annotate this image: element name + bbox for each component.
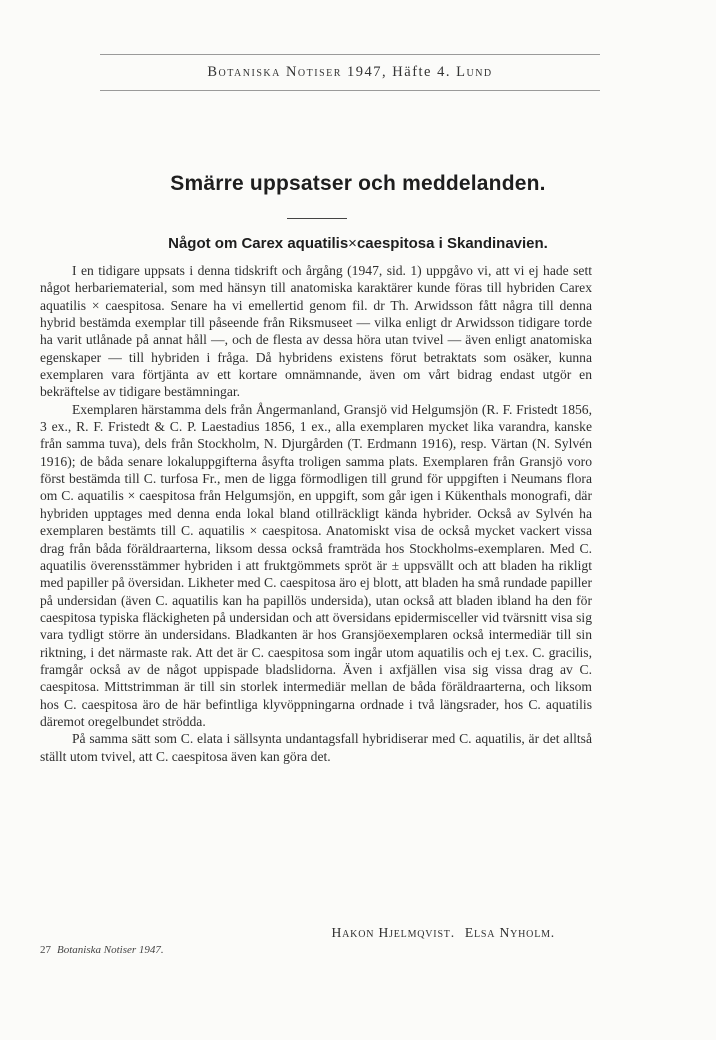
paragraph-1: I en tidigare uppsats i denna tidskrift och årgång (1947, sid. 1) uppgåvo vi, att vi ej hade sett något herbariematerial, som med hänsyn till anatomiska karaktärer kunde föras till hybriden Carex aquatilis × caespitosa. Senare ha vi emellertid genom fil. dr Th. Arwidsson fått några till denna hybrid bestämda exemplar till påseende från Riksmuseet — vilka enligt dr Arwidsson tidigare torde ha varit utlånade på annat håll —, och de flesta av dessa höra utan tvivel — även enligt anatomiska egenskaper — till hybriden i fråga. Då hybridens existens förut betraktats som osäker, kunna exemplaren vara förtjänta av ett kortare omnämnande, även om vårt bidrag endast utgör en bekräftelse av tidigare bestämningar. [40,263,592,400]
author-signature [40,925,555,941]
hybrid-multiplication-sign: × [348,235,357,252]
footer-source: Botaniska Notiser 1947. [57,944,164,956]
header-rule-bottom [100,90,600,91]
journal-name: Botaniska Notiser [207,64,342,80]
page-footer [40,944,164,956]
city: Lund [456,64,493,80]
paragraph-2: Exemplaren härstamma dels från Ångermanland, Gransjö vid Helgumsjön (R. F. Fristedt 1856, 3 ex., R. F. Fristedt & C. P. Laestadius 1856, 1 ex., alla exemplaren mycket lika varandra, kanske från samma tuva), dels från Stockholm, N. Djurgården (T. Erdmann 1916), resp. Värtan (N. Sylvén 1916); de båda senare lokaluppgifterna åsyfta troligen samma plats. Exemplaren från Gransjö voro först bestämda till C. turfosa Fr., men de ligga förmodligen till grund för uppgiften i Neumans flora om C. aquatilis × caespitosa från Helgumsjön, en uppgift, som går igen i Kükenthals monografi, där hybriden upptages med denna enda lokal bland otillräckligt kända hybrider. Också av Sylvén ha exemplaren bestämts till C. aquatilis × caespitosa. Anatomiskt visa de också mycket vackert vissa drag från båda föräldraarterna, liksom dessa också framträda hos Stockholms-exemplaren. Med C. aquatilis överensstämmer hybriden i att fruktgömmets spröt är ± uppsvällt och att bladen ha rikligt med papiller på översidan. Likheter med C. caespitosa äro ej blott, att bladen ha små rundade papiller på undersidan (även C. aquatilis kan ha papillös undersida), utan också att bladen ibland ha den för caespitosa typiska fläckigheten på undersidan och att översidans epidermisceller vid tvärsnitt visa sig vara tydligt större än undersidans. Bladkanten är hos Gransjöexemplaren också intermediär till sin riktning, i det närmaste rak. Att det är C. caespitosa som ingår utom aquatilis och ej t.ex. C. gracilis, framgår också av de något uppispade bladslidorna. Även i axfjällen visa sig vissa drag av C. caespitosa. Mittstrimman är till sin storlek intermediär mellan de båda föräldraarterna, och liksom hos C. caespitosa äro de här befintliga klyvöppningarna ordnade i två längsrader, hos C. aquatilis däremot oregelbundet strödda. [40,401,592,729]
article-body [40,262,592,765]
author-1: Hakon Hjelmqvist. [331,925,455,940]
page-number: 27 [40,944,51,956]
section-title: Smärre uppsatser och meddelanden. [170,172,546,195]
article-title-start: Något om Carex aquatilis [168,235,349,252]
title-divider [287,218,347,219]
header-rule-top [100,54,600,55]
author-2: Elsa Nyholm. [464,925,555,940]
year-issue: 1947, Häfte 4. [347,64,451,80]
article-title [40,235,676,252]
running-header [100,64,600,81]
paragraph-3: På samma sätt som C. elata i sällsynta undantagsfall hybridiserar med C. aquatilis, är det alltså ställt utom tvivel, att C. caespitosa även kan göra det. [40,731,592,764]
article-title-end: caespitosa i Skandinavien. [356,235,548,252]
